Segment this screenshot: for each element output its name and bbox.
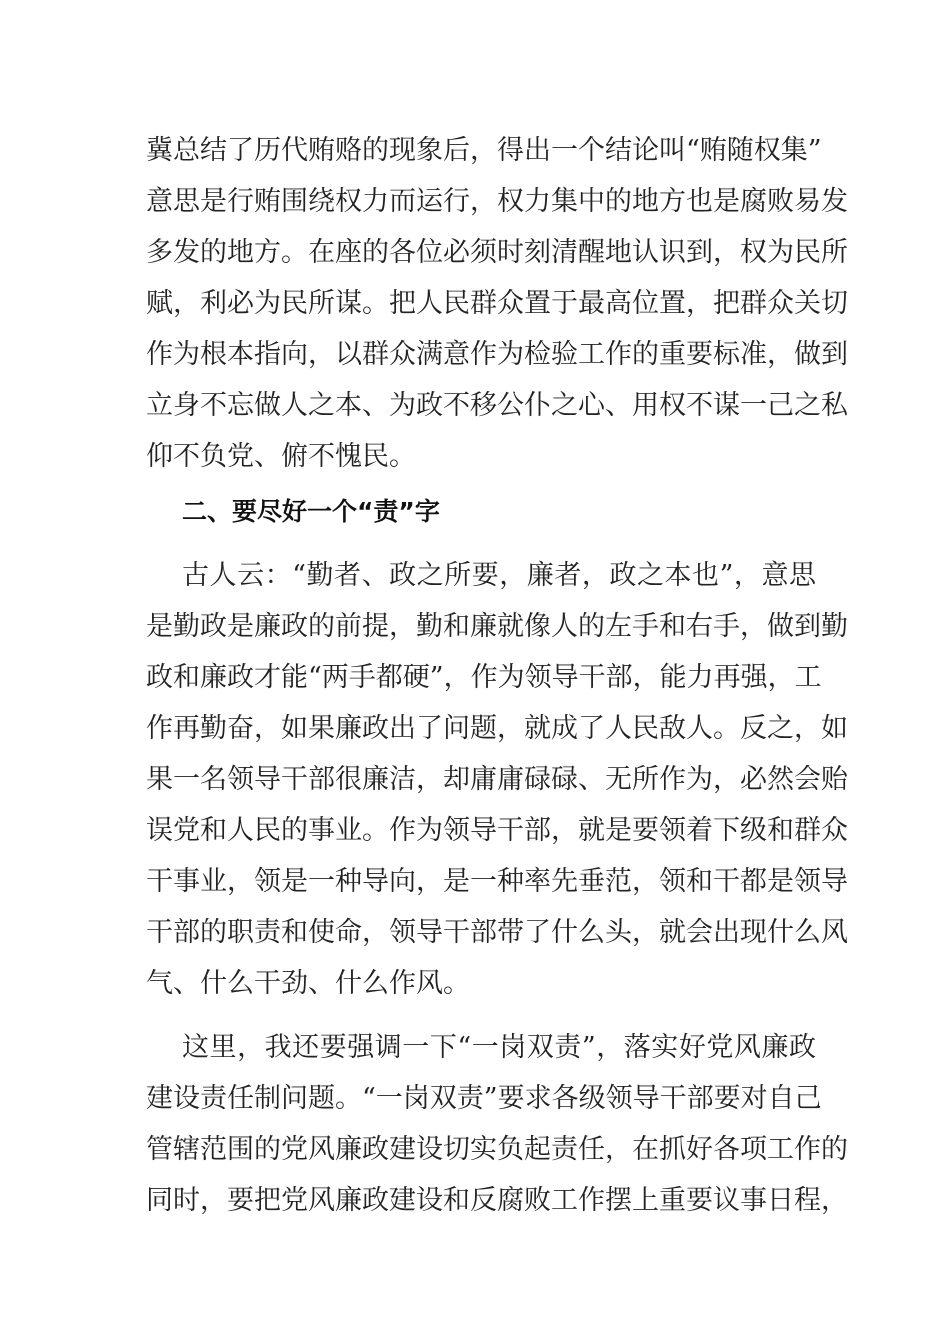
paragraph-line: 冀总结了历代贿赂的现象后，得出一个结论叫“贿随权集” (146, 135, 822, 166)
paragraph-line: 仰不负党、俯不愧民。 (146, 441, 416, 472)
paragraph-line: 建设责任制问题。“一岗双责”要求各级领导干部要对自己 (146, 1083, 822, 1114)
paragraph-line: 作为根本指向，以群众满意作为检验工作的重要标准，做到 (146, 339, 848, 370)
paragraph-line: 古人云：“勤者、政之所要，廉者，政之本也”，意思 (182, 560, 816, 591)
paragraph-line: 误党和人民的事业。作为领导干部，就是要领着下级和群众 (146, 815, 848, 846)
paragraph-line: 是勤政是廉政的前提，勤和廉就像人的左手和右手，做到勤 (146, 611, 848, 642)
paragraph-line: 管辖范围的党风廉政建设切实负起责任，在抓好各项工作的 (146, 1134, 848, 1165)
paragraph-line: 同时，要把党风廉政建设和反腐败工作摆上重要议事日程， (146, 1185, 848, 1216)
paragraph-line: 这里，我还要强调一下“一岗双责”，落实好党风廉政 (182, 1032, 816, 1063)
paragraph-line: 政和廉政才能“两手都硬”，作为领导干部，能力再强，工 (146, 662, 822, 693)
section-heading: 二、要尽好一个“责”字 (182, 497, 440, 526)
paragraph-line: 果一名领导干部很廉洁，却庸庸碌碌、无所作为，必然会贻 (146, 764, 848, 795)
paragraph-line: 立身不忘做人之本、为政不移公仆之心、用权不谋一己之私 (146, 390, 848, 421)
paragraph-line: 干事业，领是一种导向，是一种率先垂范，领和干都是领导 (146, 866, 848, 897)
paragraph-line: 意思是行贿围绕权力而运行，权力集中的地方也是腐败易发 (146, 186, 848, 217)
paragraph-line: 作再勤奋，如果廉政出了问题，就成了人民敌人。反之，如 (146, 713, 848, 744)
paragraph-line: 干部的职责和使命，领导干部带了什么头，就会出现什么风 (146, 917, 848, 948)
paragraph-line: 赋，利必为民所谋。把人民群众置于最高位置，把群众关切 (146, 288, 848, 319)
paragraph-line: 多发的地方。在座的各位必须时刻清醒地认识到，权为民所 (146, 237, 848, 268)
paragraph-line: 气、什么干劲、什么作风。 (146, 968, 470, 999)
